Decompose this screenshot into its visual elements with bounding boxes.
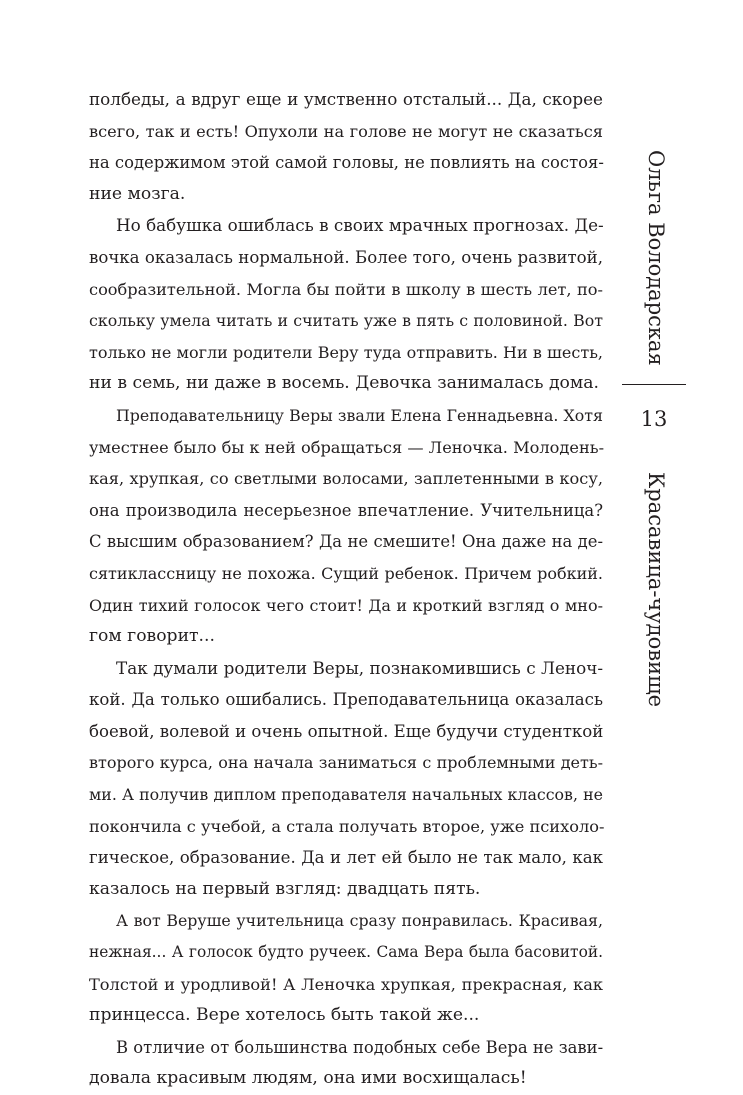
text-line: нежная... А голосок будто ручеек. Сама Вера была басовитой. [89,943,603,962]
text-line: ми. А получив диплом преподавателя начальных классов, не [89,785,603,805]
text-line: довала красивым людям, она ими восхищалась! [89,1068,527,1089]
text-line: уместнее было бы к ней обращаться — Леночка. Молодень- [89,437,605,457]
text-line: она производила несерьезное впечатление. Учительница? [89,500,603,520]
text-line: кой. Да только ошибались. Преподавательница оказалась [89,690,603,710]
running-head [622,84,692,904]
text-line: Но бабушка ошиблась в своих мрачных прогнозах. Де- [116,215,604,236]
text-line: казалось на первый взгляд: двадцать пять. [89,878,481,899]
text-line: Преподавательницу Веры звали Елена Геннадьевна. Хотя [116,405,603,425]
text-line: боевой, волевой и очень опытной. Еще будучи студенткой [89,721,604,741]
page-number: 13 [640,407,668,431]
text-line: сообразительной. Могла бы пойти в школу в шесть лет, по- [89,279,603,299]
text-line: полбеды, а вдруг еще и умственно отсталый... Да, скорее [89,89,603,109]
text-line: гом говорит... [89,626,215,647]
text-line: только не могли родители Веру туда отправить. Ни в шесть, [89,342,603,362]
text-line: вочка оказалась нормальной. Более того, очень развитой, [89,247,603,267]
text-line: сятиклассницу не похожа. Сущий ребенок. Причем робкий. [89,563,603,583]
text-line: на содержимом этой самой головы, не повлиять на состоя- [89,153,604,173]
text-line: покончила с учебой, а стала получать второе, уже психоло- [89,816,605,836]
author-name: Ольга Володарская [644,150,668,366]
text-line: гическое, образование. Да и лет ей было не так мало, как [89,848,603,868]
text-line: ни в семь, ни даже в восемь. Девочка занималась дома. [89,373,599,394]
text-line: С высшим образованием? Да не смешите! Она даже на де- [89,532,603,552]
text-line: кая, хрупкая, со светлыми волосами, заплетенными в косу, [89,469,603,489]
text-line: скольку умела читать и считать уже в пять с половиной. Вот [89,311,603,331]
text-line: Один тихий голосок чего стоит! Да и кроткий взгляд о мно- [89,595,603,615]
text-line: принцесса. Вере хотелось быть такой же... [89,1005,480,1026]
text-line: А вот Веруше учительница сразу понравилась. Красивая, [116,911,603,931]
page-text [89,84,603,1095]
text-line: В отличие от большинства подобных себе Вера не зави- [116,1037,604,1057]
text-line: Толстой и уродливой! А Леночка хрупкая, прекрасная, как [89,974,603,994]
text-line: второго курса, она начала заниматься с проблемными деть- [89,753,603,773]
text-line: ние мозга. [89,183,186,204]
book-title: Красавица-чудовище [644,472,668,708]
text-line: всего, так и есть! Опухоли на голове не могут не сказаться [89,121,603,141]
text-line: Так думали родители Веры, познакомившись с Леноч- [116,657,603,678]
running-head-divider [622,384,686,385]
